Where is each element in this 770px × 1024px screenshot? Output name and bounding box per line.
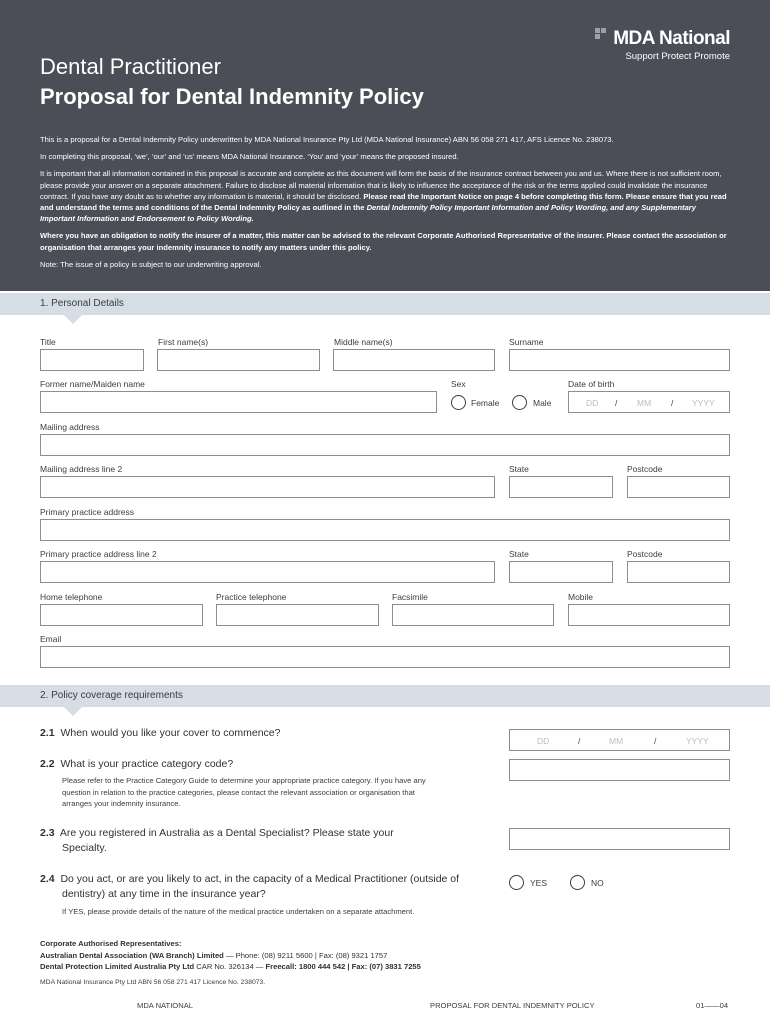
question-2-1: 2.1 When would you like your cover to commence?: [40, 727, 281, 739]
car-heading: Corporate Authorised Representatives:: [40, 939, 182, 948]
practice-state-field[interactable]: [509, 561, 613, 583]
former-name-field[interactable]: [40, 391, 437, 413]
sex-female-radio[interactable]: [451, 395, 466, 410]
sex-female-label: Female: [471, 398, 500, 408]
medical-practitioner-yes-radio[interactable]: [509, 875, 524, 890]
practice-address-field[interactable]: [40, 519, 730, 541]
middle-name-label: Middle name(s): [334, 337, 393, 347]
question-2-4-note: If YES, please provide details of the nature of the medical practice undertaken on a separate attachment.: [62, 907, 415, 916]
question-2-2: 2.2 What is your practice category code?: [40, 758, 234, 770]
practice-telephone-label: Practice telephone: [216, 592, 287, 602]
practice-address-2-field[interactable]: [40, 561, 495, 583]
dental-specialty-field[interactable]: [509, 828, 730, 850]
practice-telephone-field[interactable]: [216, 604, 379, 626]
question-2-4: 2.4 Do you act, or are you likely to act, in the capacity of a Medical Practitioner (outside of dentistry) at any time in the insurance year?: [40, 873, 460, 900]
surname-field[interactable]: [509, 349, 730, 371]
mailing-address-2-label: Mailing address line 2: [40, 464, 123, 474]
intro-paragraph-4: Where you have an obligation to notify the insurer of a matter, this matter can be advised to the relevant Corporate Authorised Representative of the insurer. Please contact the association or organisation that arranges your indemnity insurance to notify any matters under this policy.: [40, 231, 727, 252]
question-2-2-note: Please refer to the Practice Category Guide to determine your appropriate practice category. If you have any question in relation to the practice categories, please contact the relevant association or organisation that arranges your indemnity insurance.: [62, 776, 426, 808]
dob-month-placeholder: MM: [637, 398, 652, 408]
section-title: 2. Policy coverage requirements: [40, 690, 183, 701]
no-label: NO: [591, 878, 604, 888]
mailing-state-label: State: [509, 464, 529, 474]
email-label: Email: [40, 634, 62, 644]
question-2-3: 2.3 Are you registered in Australia as a Dental Specialist? Please state your Specialty.: [40, 827, 394, 854]
former-name-label: Former name/Maiden name: [40, 379, 145, 389]
mailing-address-label: Mailing address: [40, 422, 100, 432]
sex-male-radio[interactable]: [512, 395, 527, 410]
section-personal-details: [0, 293, 770, 315]
form-title-line1: Dental Practitioner: [40, 54, 221, 79]
footer-left: MDA NATIONAL: [137, 1001, 193, 1010]
title-label: Title: [40, 337, 56, 347]
mailing-state-field[interactable]: [509, 476, 613, 498]
header-banner: [0, 0, 770, 291]
mobile-label: Mobile: [568, 592, 594, 602]
practice-address-2-label: Primary practice address line 2: [40, 549, 157, 559]
car-line-1: Australian Dental Association (WA Branch) Limited — Phone: (08) 9211 5600 | Fax: (08) 9321 1757: [40, 950, 388, 960]
mailing-postcode-field[interactable]: [627, 476, 730, 498]
practice-address-label: Primary practice address: [40, 507, 135, 517]
form-title-line2: Proposal for Dental Indemnity Policy: [40, 84, 424, 109]
dob-day-placeholder: DD: [586, 398, 599, 408]
brand-tagline: Support Protect Promote: [625, 51, 730, 62]
page-number: 01——04: [696, 1001, 729, 1010]
logo-squares-icon: [595, 28, 609, 42]
surname-label: Surname: [509, 337, 544, 347]
medical-practitioner-no-radio[interactable]: [570, 875, 585, 890]
commence-day-placeholder: DD: [537, 736, 550, 746]
intro-paragraph-3: It is important that all information contained in this proposal is accurate and complete as this document will form the basis of the insurance contract between you and us. Where there is not sufficient room, please provide your answer on a separate attachment. Failure to disclose all material information that is likely to influence the acceptance of the risk or the terms applied could invalidate the insurance contract. If you have any doubt as to whether any information is material, it should be disclosed. Please read the Important Notice on page 4 before completing this form. Please ensure that you read and understand the terms and conditions of the Dental Indemnity Policy as outlined in the Dental Indemnity Policy Important Information and Policy Wording, and any Supplementary Important Information and Endorsement to Policy Wording.: [40, 169, 727, 224]
facsimile-label: Facsimile: [392, 592, 428, 602]
mailing-address-2-field[interactable]: [40, 476, 495, 498]
practice-postcode-field[interactable]: [627, 561, 730, 583]
dob-slash-2: /: [671, 398, 674, 408]
sex-male-label: Male: [533, 398, 552, 408]
section-policy-coverage: [0, 685, 770, 707]
practice-postcode-label: Postcode: [627, 549, 663, 559]
home-telephone-field[interactable]: [40, 604, 203, 626]
brand-logo: [603, 28, 730, 62]
corporate-representatives: [40, 938, 421, 973]
sex-label: Sex: [451, 379, 466, 389]
commence-slash-2: /: [654, 736, 657, 746]
footer-center: PROPOSAL FOR DENTAL INDEMNITY POLICY: [430, 1001, 595, 1010]
mailing-address-field[interactable]: [40, 434, 730, 456]
commence-year-placeholder: YYYY: [686, 736, 709, 746]
intro-paragraph-1: This is a proposal for a Dental Indemnity Policy underwritten by MDA National Insurance Pty Ltd (MDA National Insurance) ABN 56 058 271 417, AFS Licence No. 238073.: [40, 135, 614, 144]
practice-category-field[interactable]: [509, 759, 730, 781]
dob-year-placeholder: YYYY: [692, 398, 715, 408]
home-telephone-label: Home telephone: [40, 592, 103, 602]
mobile-field[interactable]: [568, 604, 730, 626]
facsimile-field[interactable]: [392, 604, 554, 626]
title-field[interactable]: [40, 349, 144, 371]
dob-slash-1: /: [615, 398, 618, 408]
middle-name-field[interactable]: [333, 349, 495, 371]
intro-text: [40, 134, 732, 276]
abn-text: MDA National Insurance Pty Ltd ABN 56 058 271 417 Licence No. 238073.: [40, 979, 266, 986]
commence-month-placeholder: MM: [609, 736, 624, 746]
practice-state-label: State: [509, 549, 529, 559]
section-title: 1. Personal Details: [40, 298, 124, 309]
intro-paragraph-5: Note: The issue of a policy is subject to our underwriting approval.: [40, 259, 262, 269]
email-field[interactable]: [40, 646, 730, 668]
mailing-postcode-label: Postcode: [627, 464, 663, 474]
first-name-field[interactable]: [157, 349, 320, 371]
first-name-label: First name(s): [158, 337, 209, 347]
car-line-2: Dental Protection Limited Australia Pty Ltd CAR No. 326134 — Freecall: 1800 444 542 | Fax: (07) 3831 7255: [40, 962, 421, 971]
dob-label: Date of birth: [568, 379, 615, 389]
intro-paragraph-2: In completing this proposal, ‘we’, ‘our’ and ‘us’ means MDA National Insurance. ‘You’ and ‘your’ means the proposed insured.: [40, 152, 459, 162]
commence-slash-1: /: [578, 736, 581, 746]
yes-label: YES: [530, 878, 548, 888]
brand-name: MDA National: [613, 28, 730, 49]
